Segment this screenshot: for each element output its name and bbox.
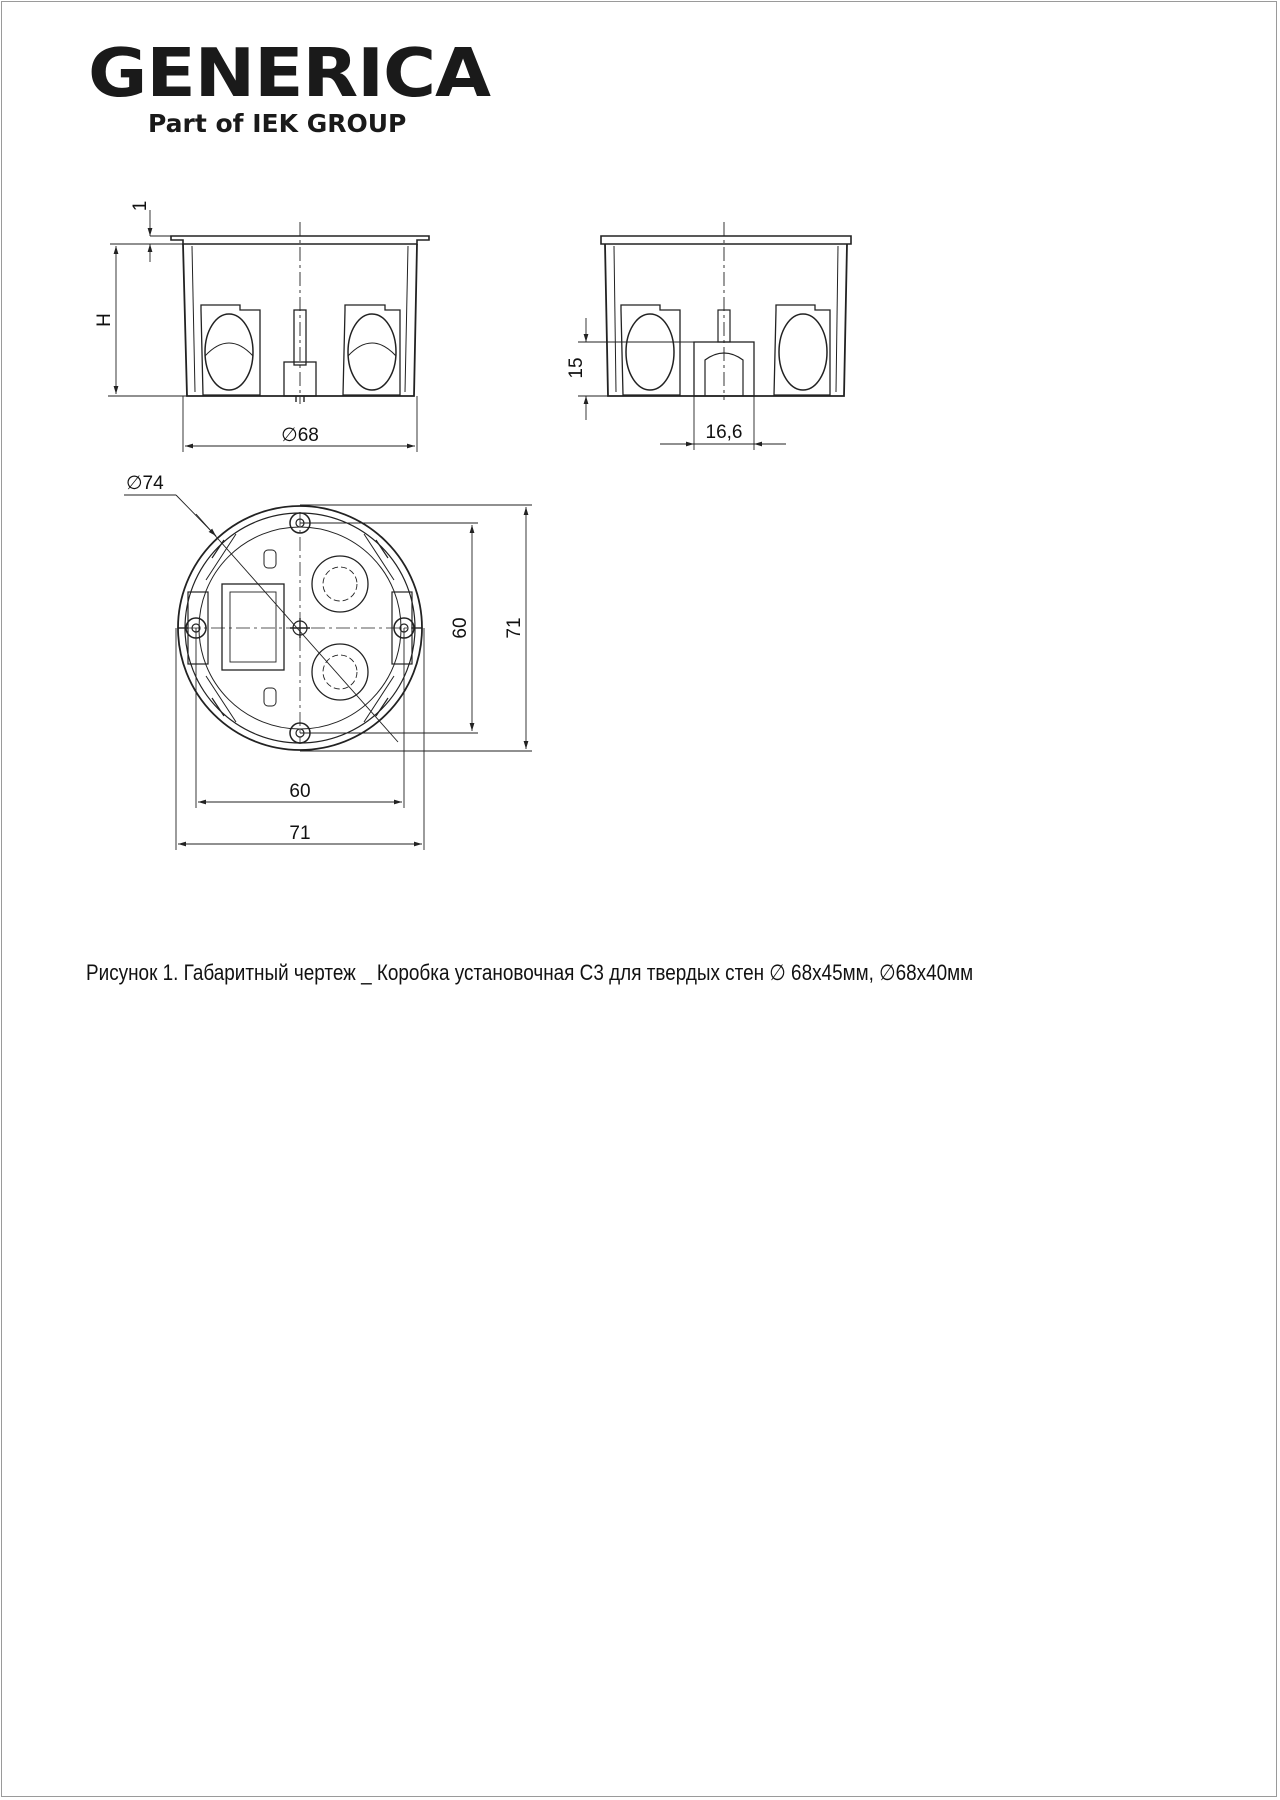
logo-brand-name: GENERICA: [88, 34, 490, 112]
dim-diameter-label: ∅68: [281, 425, 319, 446]
dim-entry-width-label: 16,6: [705, 422, 743, 443]
top-view: [124, 473, 532, 850]
logo-tagline: Part of IEK GROUP: [148, 109, 407, 138]
dim-overall-v-label: 71: [504, 617, 525, 639]
figure-caption: Рисунок 1. Габаритный чертеж _ Коробка установочная С3 для твердых стен ∅ 68х45мм, ∅68х40мм: [86, 960, 974, 985]
dim-height-label: H: [94, 313, 115, 327]
dim-screw-spacing-h-label: 60: [289, 781, 311, 802]
dim-rim-label: 1: [130, 200, 151, 212]
side-view: [566, 222, 851, 450]
dim-screw-spacing-v-label: 60: [450, 617, 471, 639]
dim-flange-diameter-label: ∅74: [126, 473, 164, 494]
front-view: [94, 201, 429, 452]
dim-overall-h-label: 71: [289, 823, 311, 844]
dim-entry-height-label: 15: [566, 357, 587, 379]
